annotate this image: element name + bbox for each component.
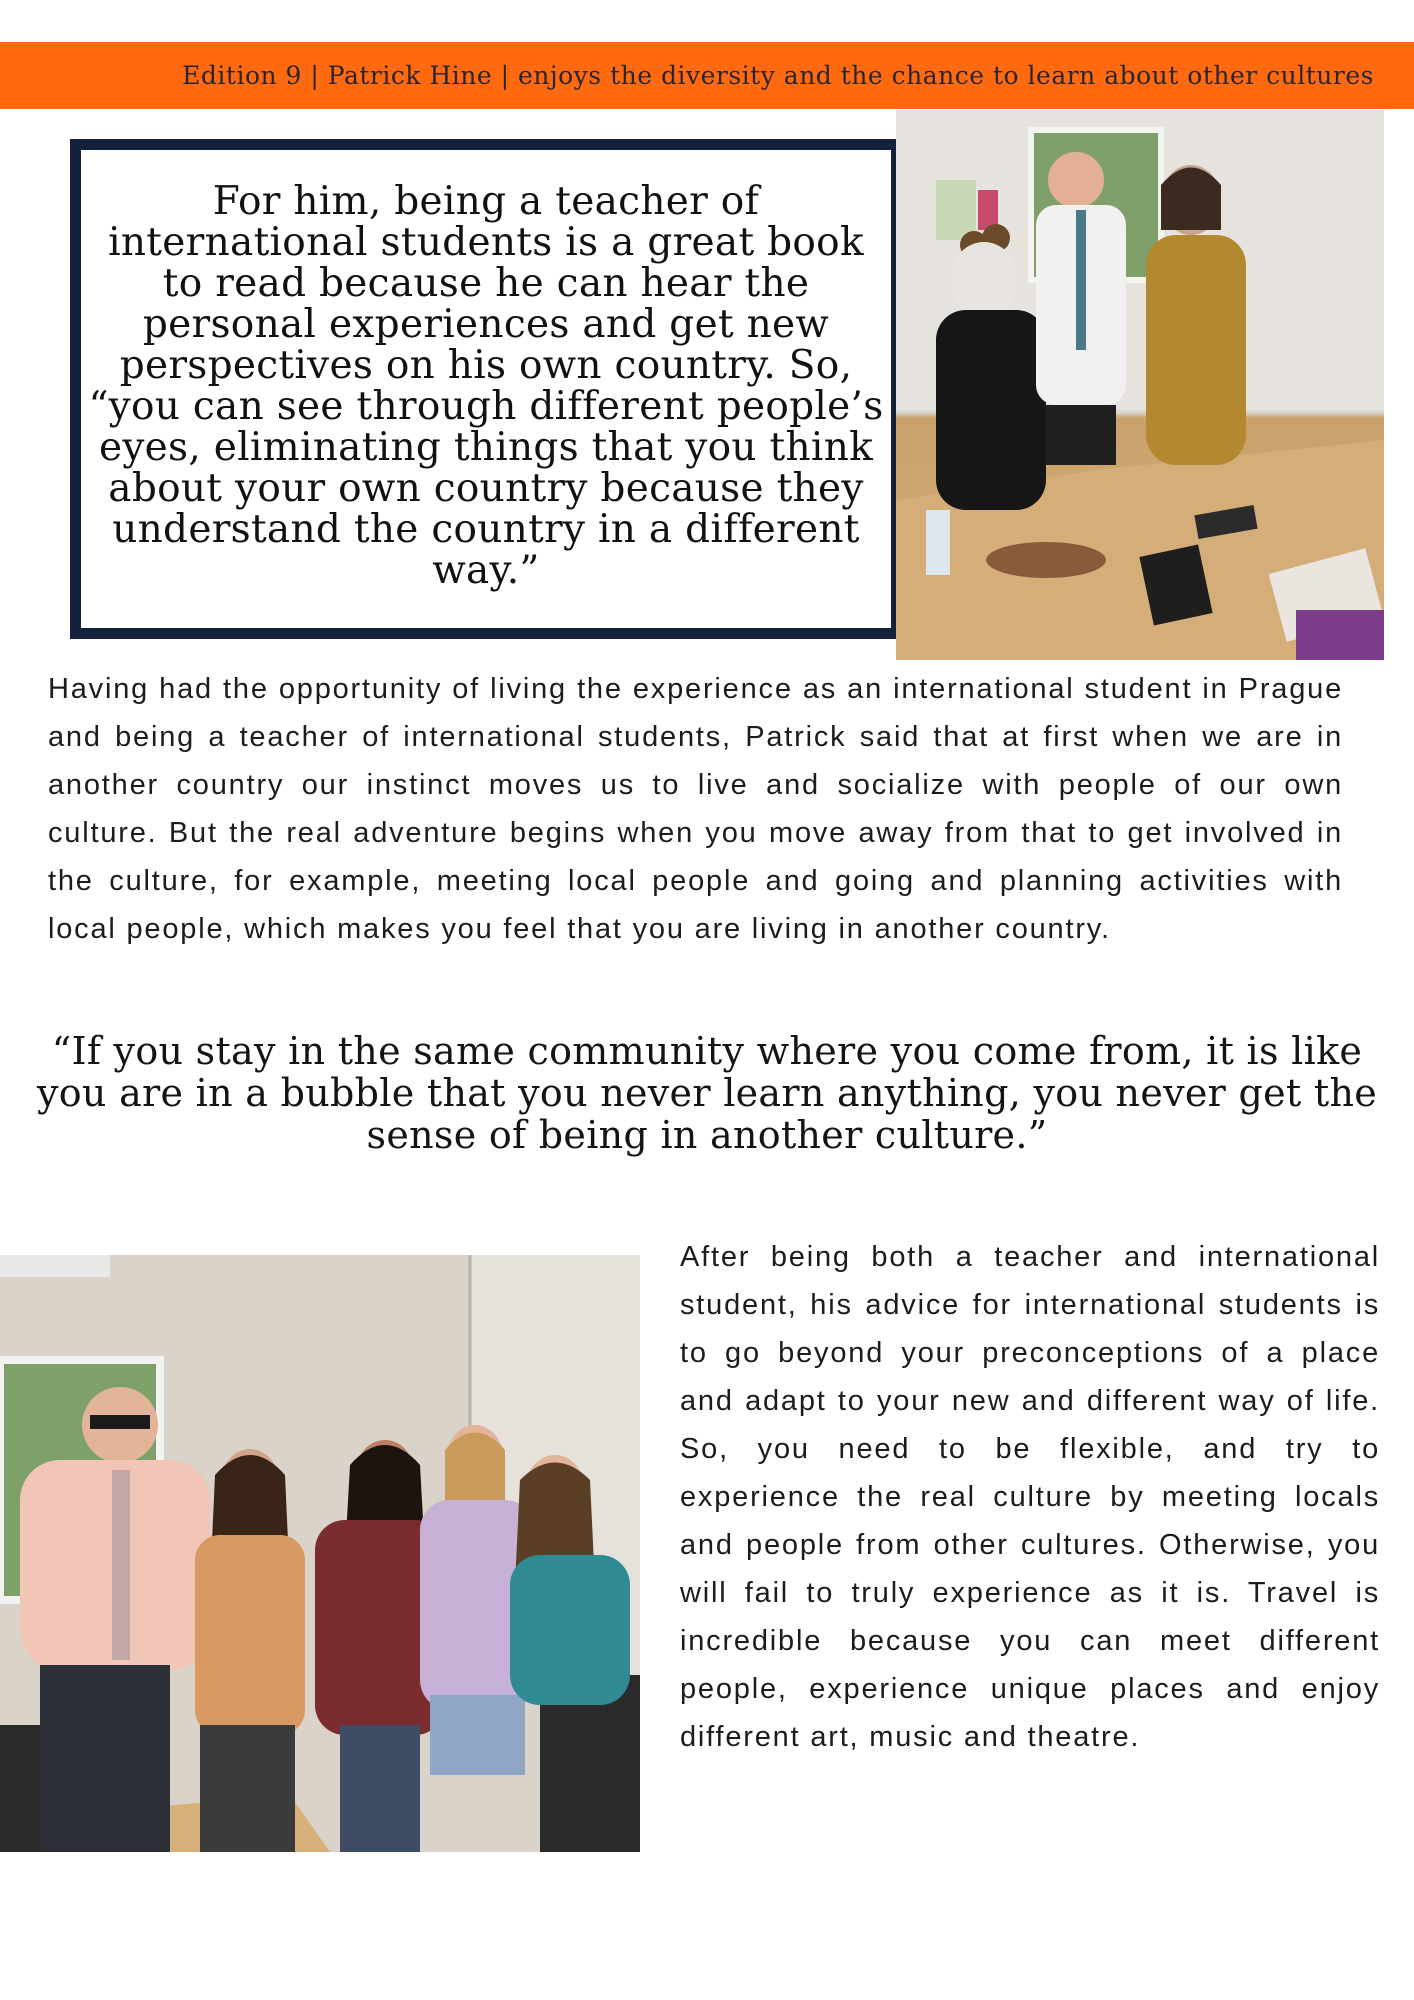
body-paragraph-2: After being both a teacher and international student, his advice for international students is to go beyond your preconceptions of a place and adapt to your new and different way of life. So, you need to be flexible, and try to experience the real culture by meeting locals and people from other cultures. Otherwise, you will fail to truly experience as it is. Travel is incredible because you can meet different people, experience unique places and enjoy different art, music and theatre. xyxy=(680,1241,1380,1753)
pull-quote: “If you stay in the same community where you come from, it is like you are in a bubble that you never learn anything, you never get the sense of being in another culture.” xyxy=(36,1029,1378,1157)
banner-text: Edition 9 | Patrick Hine | enjoys the diversity and the chance to learn about other cultures xyxy=(182,61,1374,90)
body-paragraph-1: Having had the opportunity of living the experience as an international student in Prague and being a teacher of international students, Patrick said that at first when we are in another country our instinct moves us to live and socialize with people of our own culture. But the real adventure begins when you move away from that to get involved in the culture, for example, meeting local people and going and planning activities with local people, which makes you feel that you are living in another country. xyxy=(48,673,1343,945)
edition-banner xyxy=(0,42,1414,109)
group-photo xyxy=(0,1255,640,1852)
framed-quote-box xyxy=(70,139,902,639)
classroom-photo xyxy=(896,110,1384,660)
framed-quote-text: For him, being a teacher of international students is a great book to read because he can hear the personal experiences and get new perspectives on his own country. So, “you can see through different people’s eyes, eliminating things that you think about your own country because they understand the country in a different way.” xyxy=(88,179,884,593)
